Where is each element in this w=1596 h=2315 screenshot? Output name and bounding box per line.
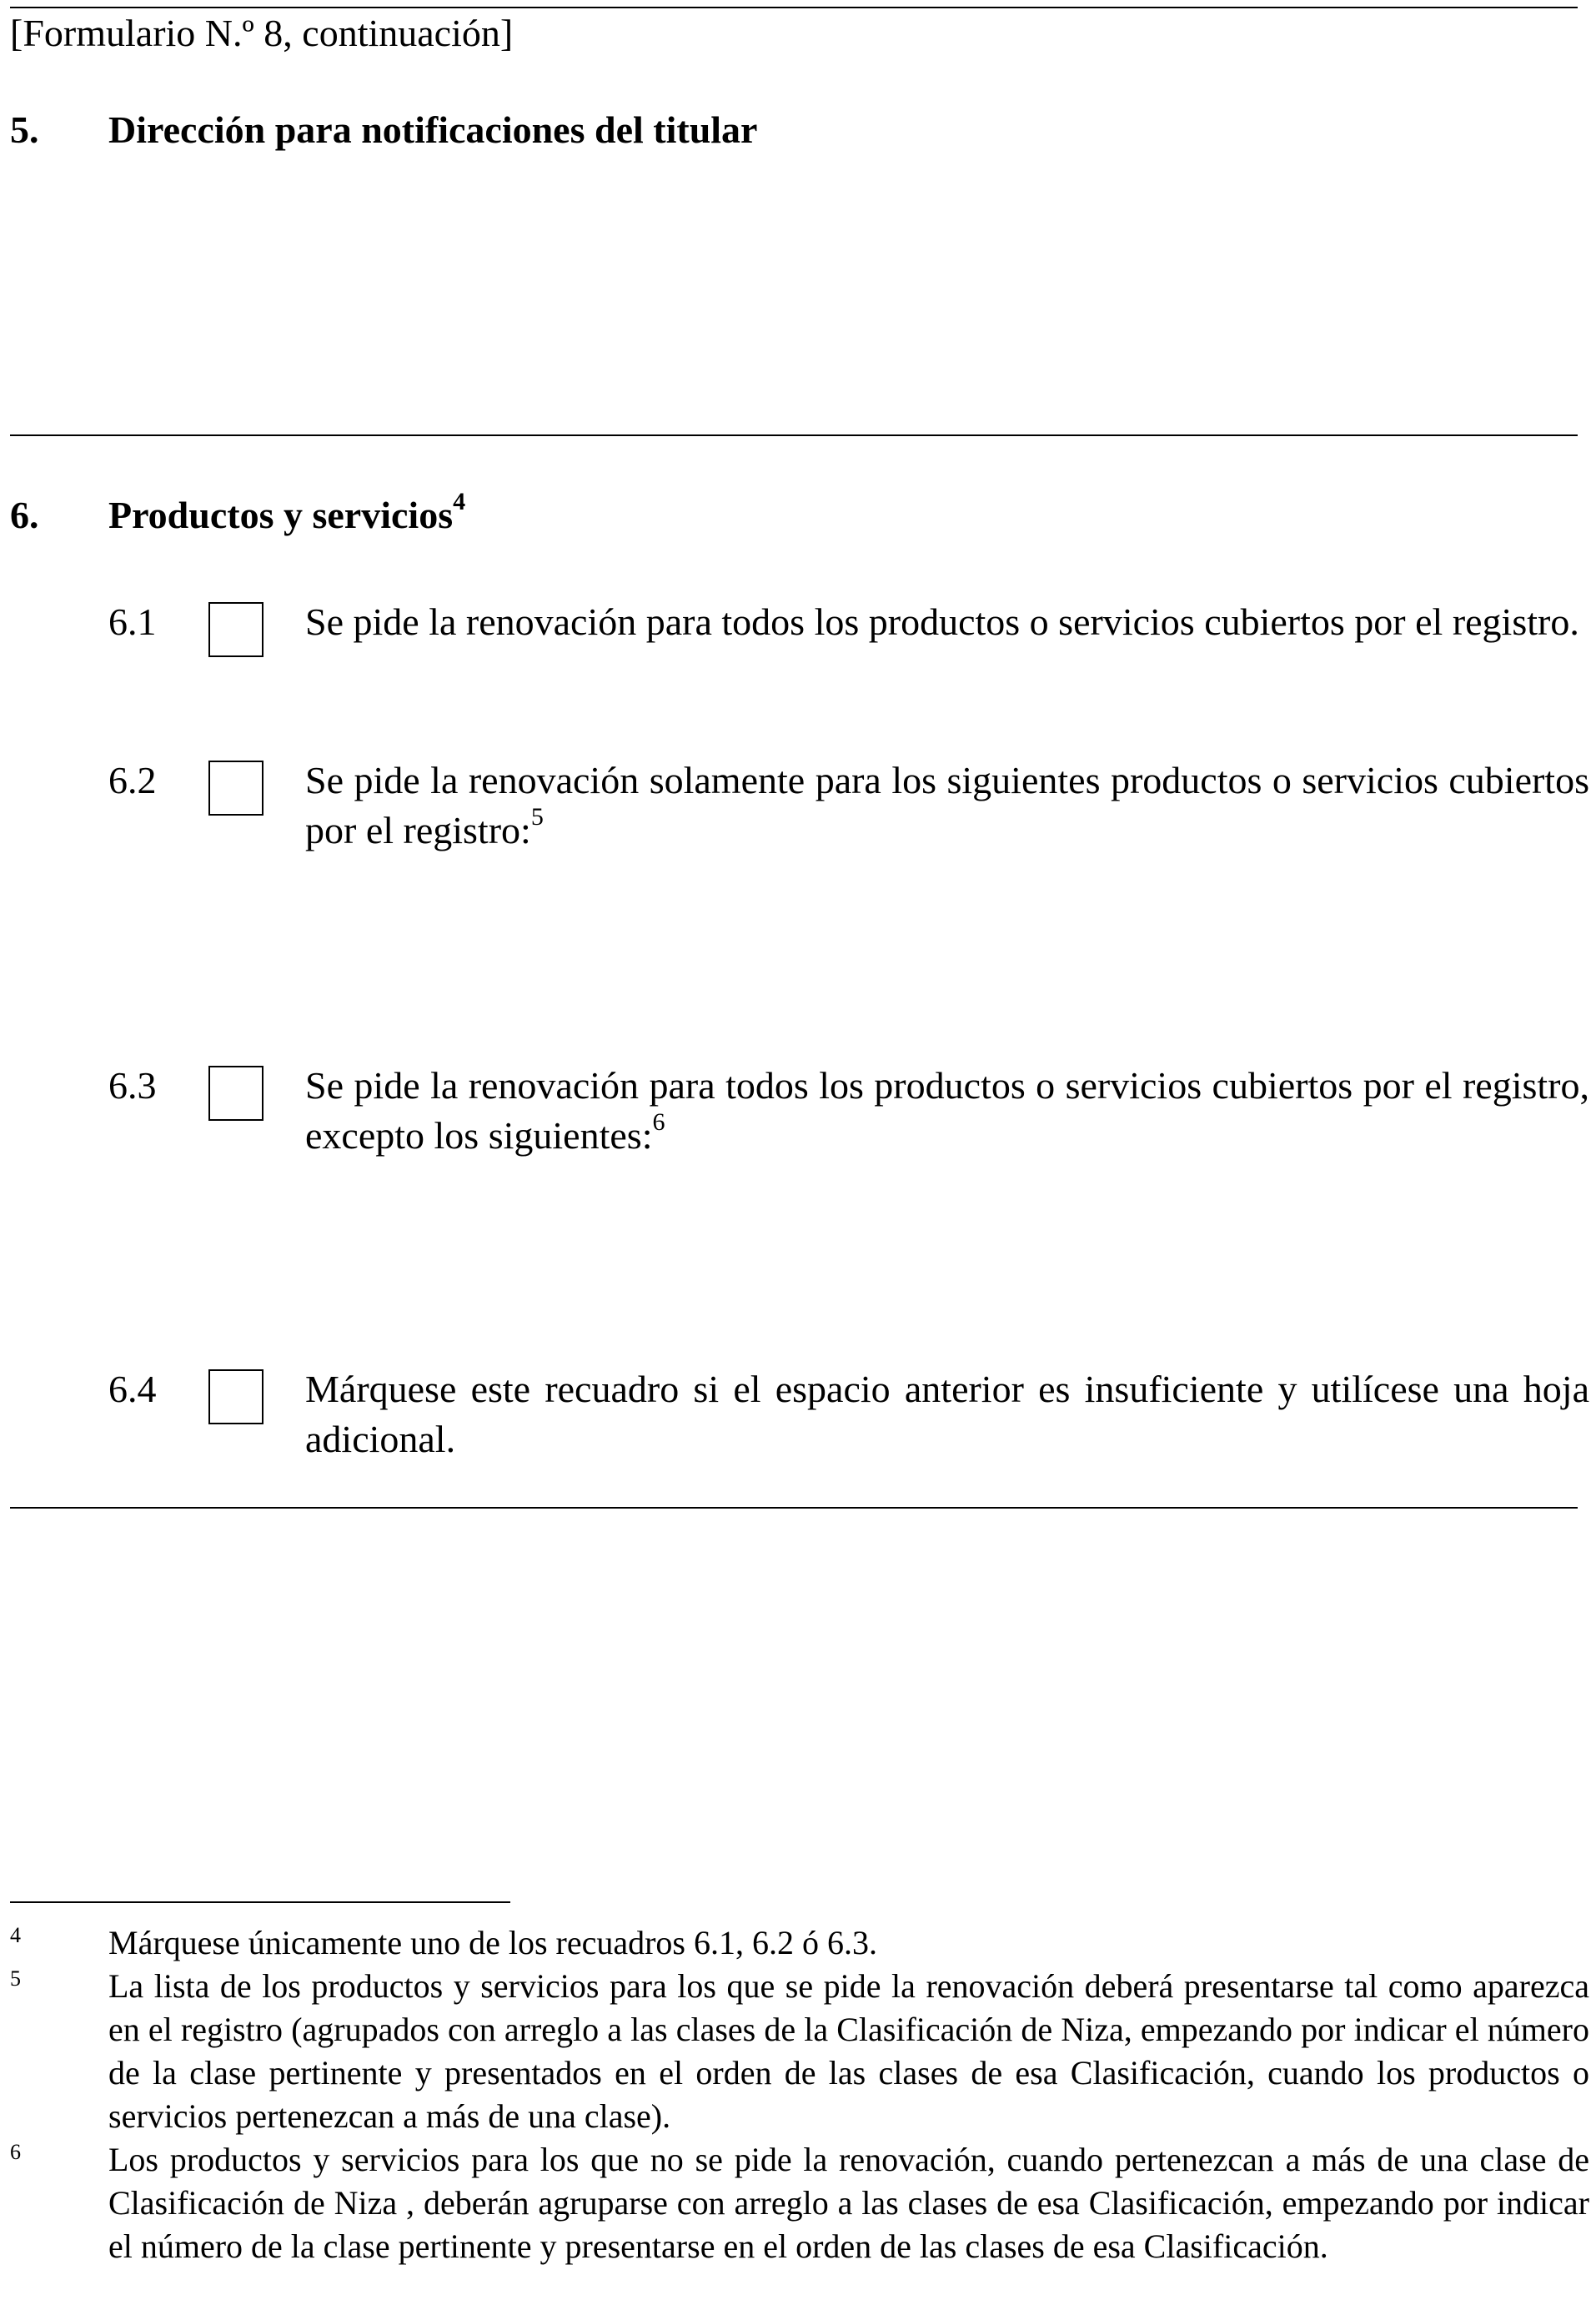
footnote-ref-6: 6 <box>652 1107 665 1136</box>
footnote-text: Márquese únicamente uno de los recuadros 6.1, 6.2 ó 6.3. <box>108 1924 877 1961</box>
footnote-mark: 6 <box>10 2140 21 2164</box>
option-label: Márquese este recuadro si el espacio anterior es insuficiente y utilícese una hoja adicional. <box>305 1368 1589 1460</box>
checkbox-6-4[interactable] <box>208 1369 263 1424</box>
footnote-ref-5: 5 <box>530 802 544 831</box>
option-text <box>305 597 1589 647</box>
footnote-text: La lista de los productos y servicios para los que se pide la renovación deberá presentarse tal como aparezca en el registro (agrupados con arreglo a las clases de la Clasificación de Niza, empezando por indicar el número de la clase pertinente y presentados en el orden de las clases de esa Clasificación, cuando los productos o servicios pertenezcan a más de una clase). <box>108 1967 1589 2135</box>
section-6-divider <box>10 1507 1578 1509</box>
footnote-separator <box>10 1901 510 1903</box>
option-text <box>305 1364 1589 1464</box>
section-5-divider <box>10 434 1578 436</box>
footnote-5 <box>0 1965 1596 2138</box>
footnote-mark: 5 <box>10 1966 21 1991</box>
checkbox-6-2[interactable] <box>208 761 263 816</box>
option-number: 6.4 <box>108 1368 157 1410</box>
footnote-6 <box>0 2138 1596 2268</box>
checkbox-6-1[interactable] <box>208 602 263 657</box>
option-number: 6.3 <box>108 1064 157 1107</box>
checkbox-6-3[interactable] <box>208 1066 263 1121</box>
section-5-title: Dirección para notificaciones del titular <box>108 108 758 151</box>
option-text <box>305 756 1589 856</box>
section-5-heading <box>10 105 757 155</box>
footnote-ref-4: 4 <box>453 487 466 515</box>
section-6-number: 6. <box>10 494 39 536</box>
option-number: 6.2 <box>108 759 157 801</box>
footnote-4 <box>0 1921 1596 1965</box>
option-number: 6.1 <box>108 600 157 643</box>
form-continuation-header: [Formulario N.º 8, continuación] <box>10 12 514 54</box>
footnote-mark: 4 <box>10 1923 21 1947</box>
option-label: Se pide la renovación para todos los productos o servicios cubiertos por el registro. <box>305 600 1579 643</box>
option-label: Se pide la renovación para todos los productos o servicios cubiertos por el registro, excepto los siguientes: <box>305 1064 1589 1157</box>
section-6-heading <box>10 487 466 540</box>
section-5-number: 5. <box>10 108 39 151</box>
option-text <box>305 1061 1589 1161</box>
footnote-text: Los productos y servicios para los que no se pide la renovación, cuando pertenezcan a más de una clase de Clasificación de Niza , deberán agruparse con arreglo a las clases de esa Clasificación, empezando por indicar el número de la clase pertinente y presentarse en el orden de las clases de esa Clasificación. <box>108 2141 1589 2265</box>
section-6-title: Productos y servicios <box>108 494 454 536</box>
option-label: Se pide la renovación solamente para los siguientes productos o servicios cubiertos por el registro: <box>305 759 1589 851</box>
footnotes <box>0 1921 1596 2268</box>
